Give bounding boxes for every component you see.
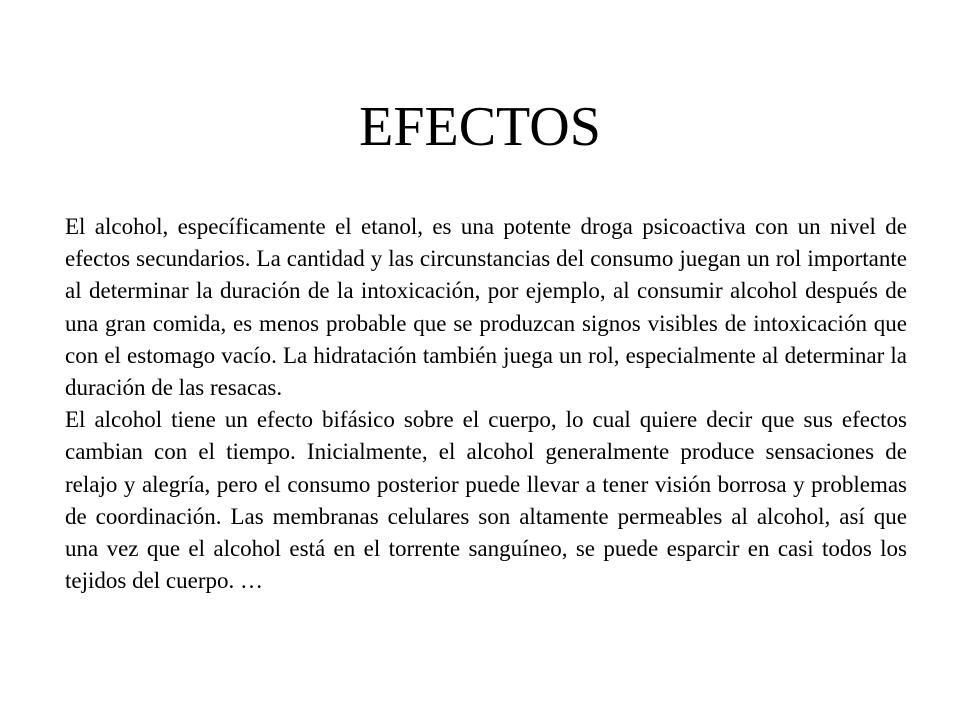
slide-body bbox=[65, 211, 907, 597]
paragraph-2: El alcohol tiene un efecto bifásico sobre el cuerpo, lo cual quiere decir que sus efectos cambian con el tiempo. Inicialmente, el alcohol generalmente produce sensaciones de relajo y alegría, pero el consumo posterior puede llevar a tener visión borrosa y problemas de coordinación. Las membranas celulares son altamente permeables al alcohol, así que una vez que el alcohol está en el torrente sanguíneo, se puede esparcir en casi todos los tejidos del cuerpo. … bbox=[65, 407, 907, 594]
slide-title: EFECTOS bbox=[359, 96, 601, 158]
paragraph-1: El alcohol, específicamente el etanol, es una potente droga psicoactiva con un nivel de efectos secundarios. La cantidad y las circunstancias del consumo juegan un rol importante al determinar la duración de la intoxicación, por ejemplo, al consumir alcohol después de una gran comida, es menos probable que se produzcan signos visibles de intoxicación que con el estomago vacío. La hidratación también juega un rol, especialmente al determinar la duración de las resacas. bbox=[65, 214, 907, 401]
